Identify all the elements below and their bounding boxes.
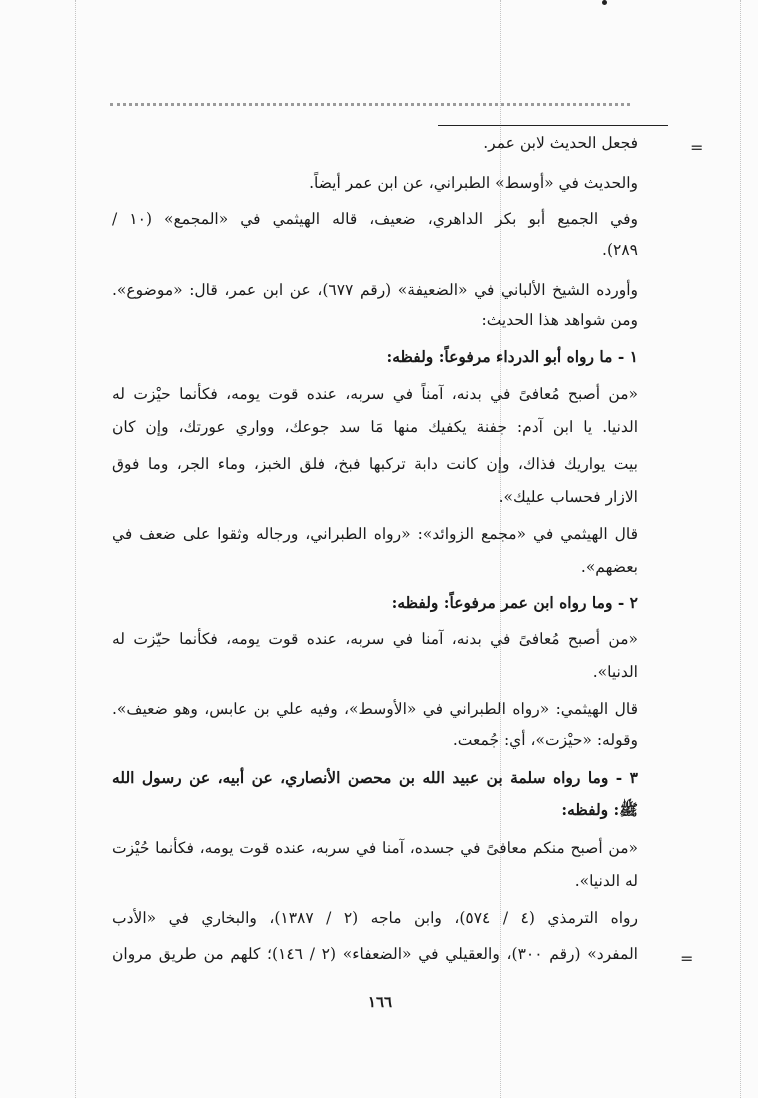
- text-line: فجعل الحديث لابن عمر.: [483, 134, 638, 152]
- header-rule: [438, 125, 668, 126]
- text-line: ومن شواهد هذا الحديث:: [481, 311, 638, 329]
- numbered-heading: ٣ - وما رواه سلمة بن عبيد الله بن محصن الأنصاري، عن أبيه، عن رسول الله: [112, 768, 638, 787]
- ink-dot: [602, 0, 607, 5]
- text-line: له الدنيا».: [574, 872, 638, 890]
- text-line: الدنيا».: [592, 663, 638, 681]
- margin-mark-bottom: =: [680, 949, 694, 968]
- text-line: «من أصبح منكم معافىً في جسده، آمنا في سربه، عنده قوت يومه، فكأنما حُيْزت: [112, 839, 638, 857]
- text-line: الدنيا. يا ابن آدم: جفنة يكفيك منها مَا سد جوعك، وواري عورتك، وإن كان: [112, 418, 638, 436]
- text-line: قال الهيثمي: «رواه الطبراني في «الأوسط»، وفيه علي بن عابس، وهو ضعيف».: [112, 700, 638, 718]
- text-line: الازار فحساب عليك».: [498, 488, 638, 506]
- text-line: رواه الترمذي (٤ / ٥٧٤)، وابن ماجه (٢ / ١٣٨٧)، والبخاري في «الأدب: [112, 909, 639, 927]
- scan-guide-line: [75, 0, 76, 1098]
- text-line: ٢٨٩).: [602, 241, 638, 259]
- scan-guide-line: [500, 0, 501, 1098]
- scan-guide-line: [740, 0, 741, 1098]
- page-number: ١٦٦: [367, 993, 393, 1011]
- text-line: وقوله: «حيْزت»، أي: جُمعت.: [452, 731, 638, 749]
- text-line: «من أصبح مُعافىً في بدنه، آمناً في سربه، عنده قوت يومه، فكأنما حيْزت له: [112, 385, 638, 403]
- text-line: بيت يواريك فذاك، وإن كانت دابة تركبها فبخ، فلق الخبز، وماء الجر، وما فوق: [112, 455, 638, 473]
- numbered-heading: ١ - ما رواه أبو الدرداء مرفوعاً: ولفظه:: [386, 347, 638, 366]
- numbered-heading: ٢ - وما رواه ابن عمر مرفوعاً: ولفظه:: [391, 593, 638, 612]
- text-line: ﷺ: ولفظه:: [561, 800, 638, 819]
- text-line: وفي الجميع أبو بكر الداهري، ضعيف، قاله الهيثمي في «المجمع» (١٠ /: [112, 210, 638, 228]
- text-line: والحديث في «أوسط» الطبراني، عن ابن عمر أيضاً.: [309, 174, 638, 192]
- text-line: قال الهيثمي في «مجمع الزوائد»: «رواه الطبراني، ورجاله وثقوا على ضعف في: [112, 525, 638, 543]
- margin-mark-top: =: [690, 138, 704, 157]
- text-line: بعضهم».: [580, 558, 638, 576]
- text-line: المفرد» (رقم ٣٠٠)، والعقيلي في «الضعفاء» (٢ / ١٤٦)؛ كلهم من طريق مروان: [112, 945, 638, 963]
- text-line: وأورده الشيخ الألباني في «الضعيفة» (رقم ٦٧٧)، عن ابن عمر، قال: «موضوع».: [112, 281, 639, 299]
- header-dotted-line: [110, 103, 630, 106]
- text-line: «من أصبح مُعافىً في بدنه، آمنا في سربه، عنده قوت يومه، فكأنما حيّزت له: [112, 630, 638, 648]
